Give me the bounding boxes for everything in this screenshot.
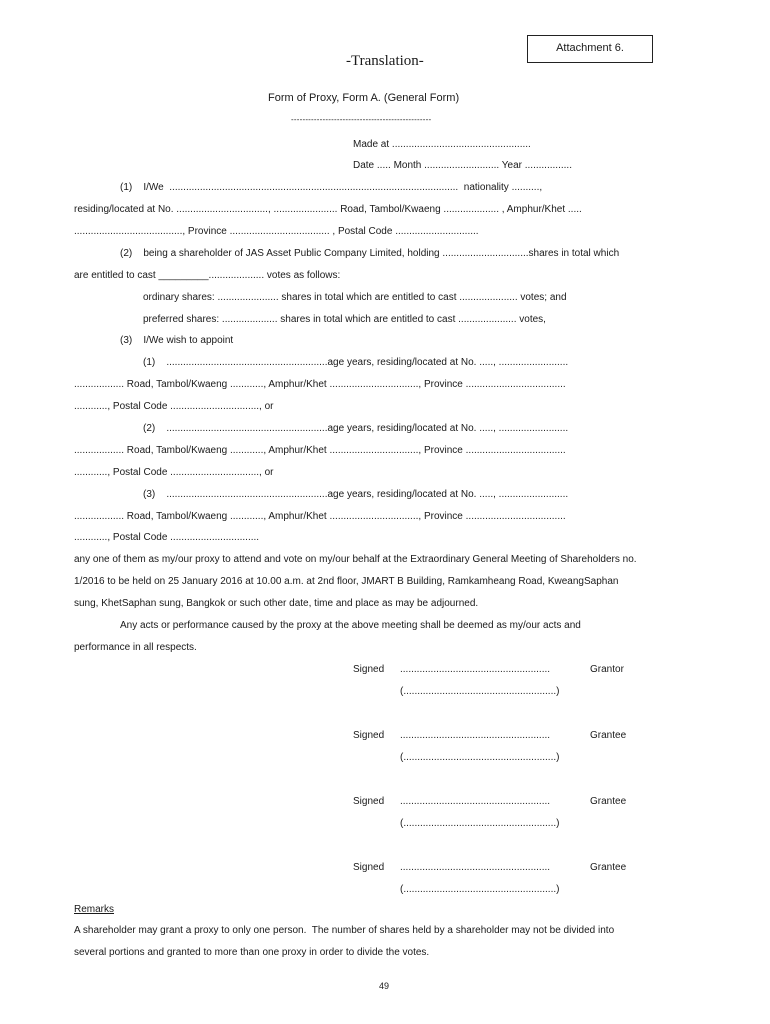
form-title: Form of Proxy, Form A. (General Form) (268, 92, 460, 104)
item3-heading: (3) I/We wish to appoint (120, 335, 234, 346)
attachment-label: Attachment 6. (556, 42, 624, 54)
signature-line: ...................................................... (400, 730, 551, 741)
acts-paragraph-line2: performance in all respects. (74, 642, 197, 653)
item1-line1: (1) I/We ........................................................................................................ nationality .........., (120, 182, 543, 193)
signature-role-grantee: Grantee (590, 862, 627, 873)
translation-heading: -Translation- (346, 53, 424, 69)
page-number: 49 (379, 981, 390, 991)
proxy2-line3: ............, Postal Code ................................, or (74, 467, 274, 478)
date-line: Date ..... Month ........................... Year ................. (353, 160, 572, 171)
meeting-paragraph-line3: sung, KhetSaphan sung, Bangkok or such other date, time and place as may be adjourned. (74, 598, 479, 609)
signature-line: ...................................................... (400, 664, 551, 675)
signed-label: Signed (353, 796, 385, 807)
signature-line: ...................................................... (400, 796, 551, 807)
ordinary-shares-line: ordinary shares: ...................... shares in total which are entitled to cast ..................... votes; and (143, 292, 567, 303)
meeting-paragraph-line2: 1/2016 to be held on 25 January 2016 at 10.00 a.m. at 2nd floor, JMART B Building, Ramkamheang Road, KweangSaphan (74, 576, 619, 587)
proxy1-line3: ............, Postal Code ................................, or (74, 401, 274, 412)
printed-name-line: (.......................................................) (400, 686, 560, 697)
remarks-line1: A shareholder may grant a proxy to only one person. The number of shares held by a shareholder may not be divided into (74, 925, 615, 936)
printed-name-line: (.......................................................) (400, 884, 560, 895)
signed-label: Signed (353, 664, 385, 675)
signature-role-grantee: Grantee (590, 730, 627, 741)
signature-line: ...................................................... (400, 862, 551, 873)
remarks-heading: Remarks (74, 904, 115, 915)
proxy2-line2: .................. Road, Tambol/Kwaeng ............, Amphur/Khet ................................, Province .................................... (74, 445, 566, 456)
remarks-line2: several portions and granted to more than one proxy in order to divide the votes. (74, 947, 430, 958)
proxy2-line1: (2) ..........................................................age years, residing/located at No. ....., ......................... (143, 423, 569, 434)
printed-name-line: (.......................................................) (400, 818, 560, 829)
signed-label: Signed (353, 730, 385, 741)
signature-role-grantor: Grantor (590, 664, 624, 675)
proxy3-line3: ............, Postal Code ................................ (74, 532, 260, 543)
signed-label: Signed (353, 862, 385, 873)
signature-role-grantee: Grantee (590, 796, 627, 807)
preferred-shares-line: preferred shares: .................... shares in total which are entitled to cast ..................... votes, (143, 314, 546, 325)
proxy3-line1: (3) ..........................................................age years, residing/located at No. ....., ......................... (143, 489, 569, 500)
proxy1-line1: (1) ..........................................................age years, residing/located at No. ....., ......................... (143, 357, 569, 368)
item1-line2: residing/located at No. ................................., ....................... Road, Tambol/Kwaeng .................... , Amphur/Khet ..... (74, 204, 582, 215)
proxy1-line2: .................. Road, Tambol/Kwaeng ............, Amphur/Khet ................................, Province .................................... (74, 379, 566, 390)
made-at-line: Made at .................................................. (353, 139, 531, 150)
printed-name-line: (.......................................................) (400, 752, 560, 763)
title-rule: ------------------------------------------------- (291, 115, 432, 124)
proxy3-line2: .................. Road, Tambol/Kwaeng ............, Amphur/Khet ................................, Province .................................... (74, 511, 566, 522)
item2-line1: (2) being a shareholder of JAS Asset Public Company Limited, holding ...............................shares in total which (120, 248, 620, 259)
acts-paragraph-line1: Any acts or performance caused by the proxy at the above meeting shall be deemed as my/our acts and (120, 620, 581, 631)
meeting-paragraph-line1: any one of them as my/our proxy to attend and vote on my/our behalf at the Extraordinary General Meeting of Shareholders no. (74, 554, 637, 565)
item1-line3: ......................................., Province .................................... , Postal Code .............................. (74, 226, 479, 237)
item2-line2: are entitled to cast _________.................... votes as follows: (74, 270, 341, 281)
